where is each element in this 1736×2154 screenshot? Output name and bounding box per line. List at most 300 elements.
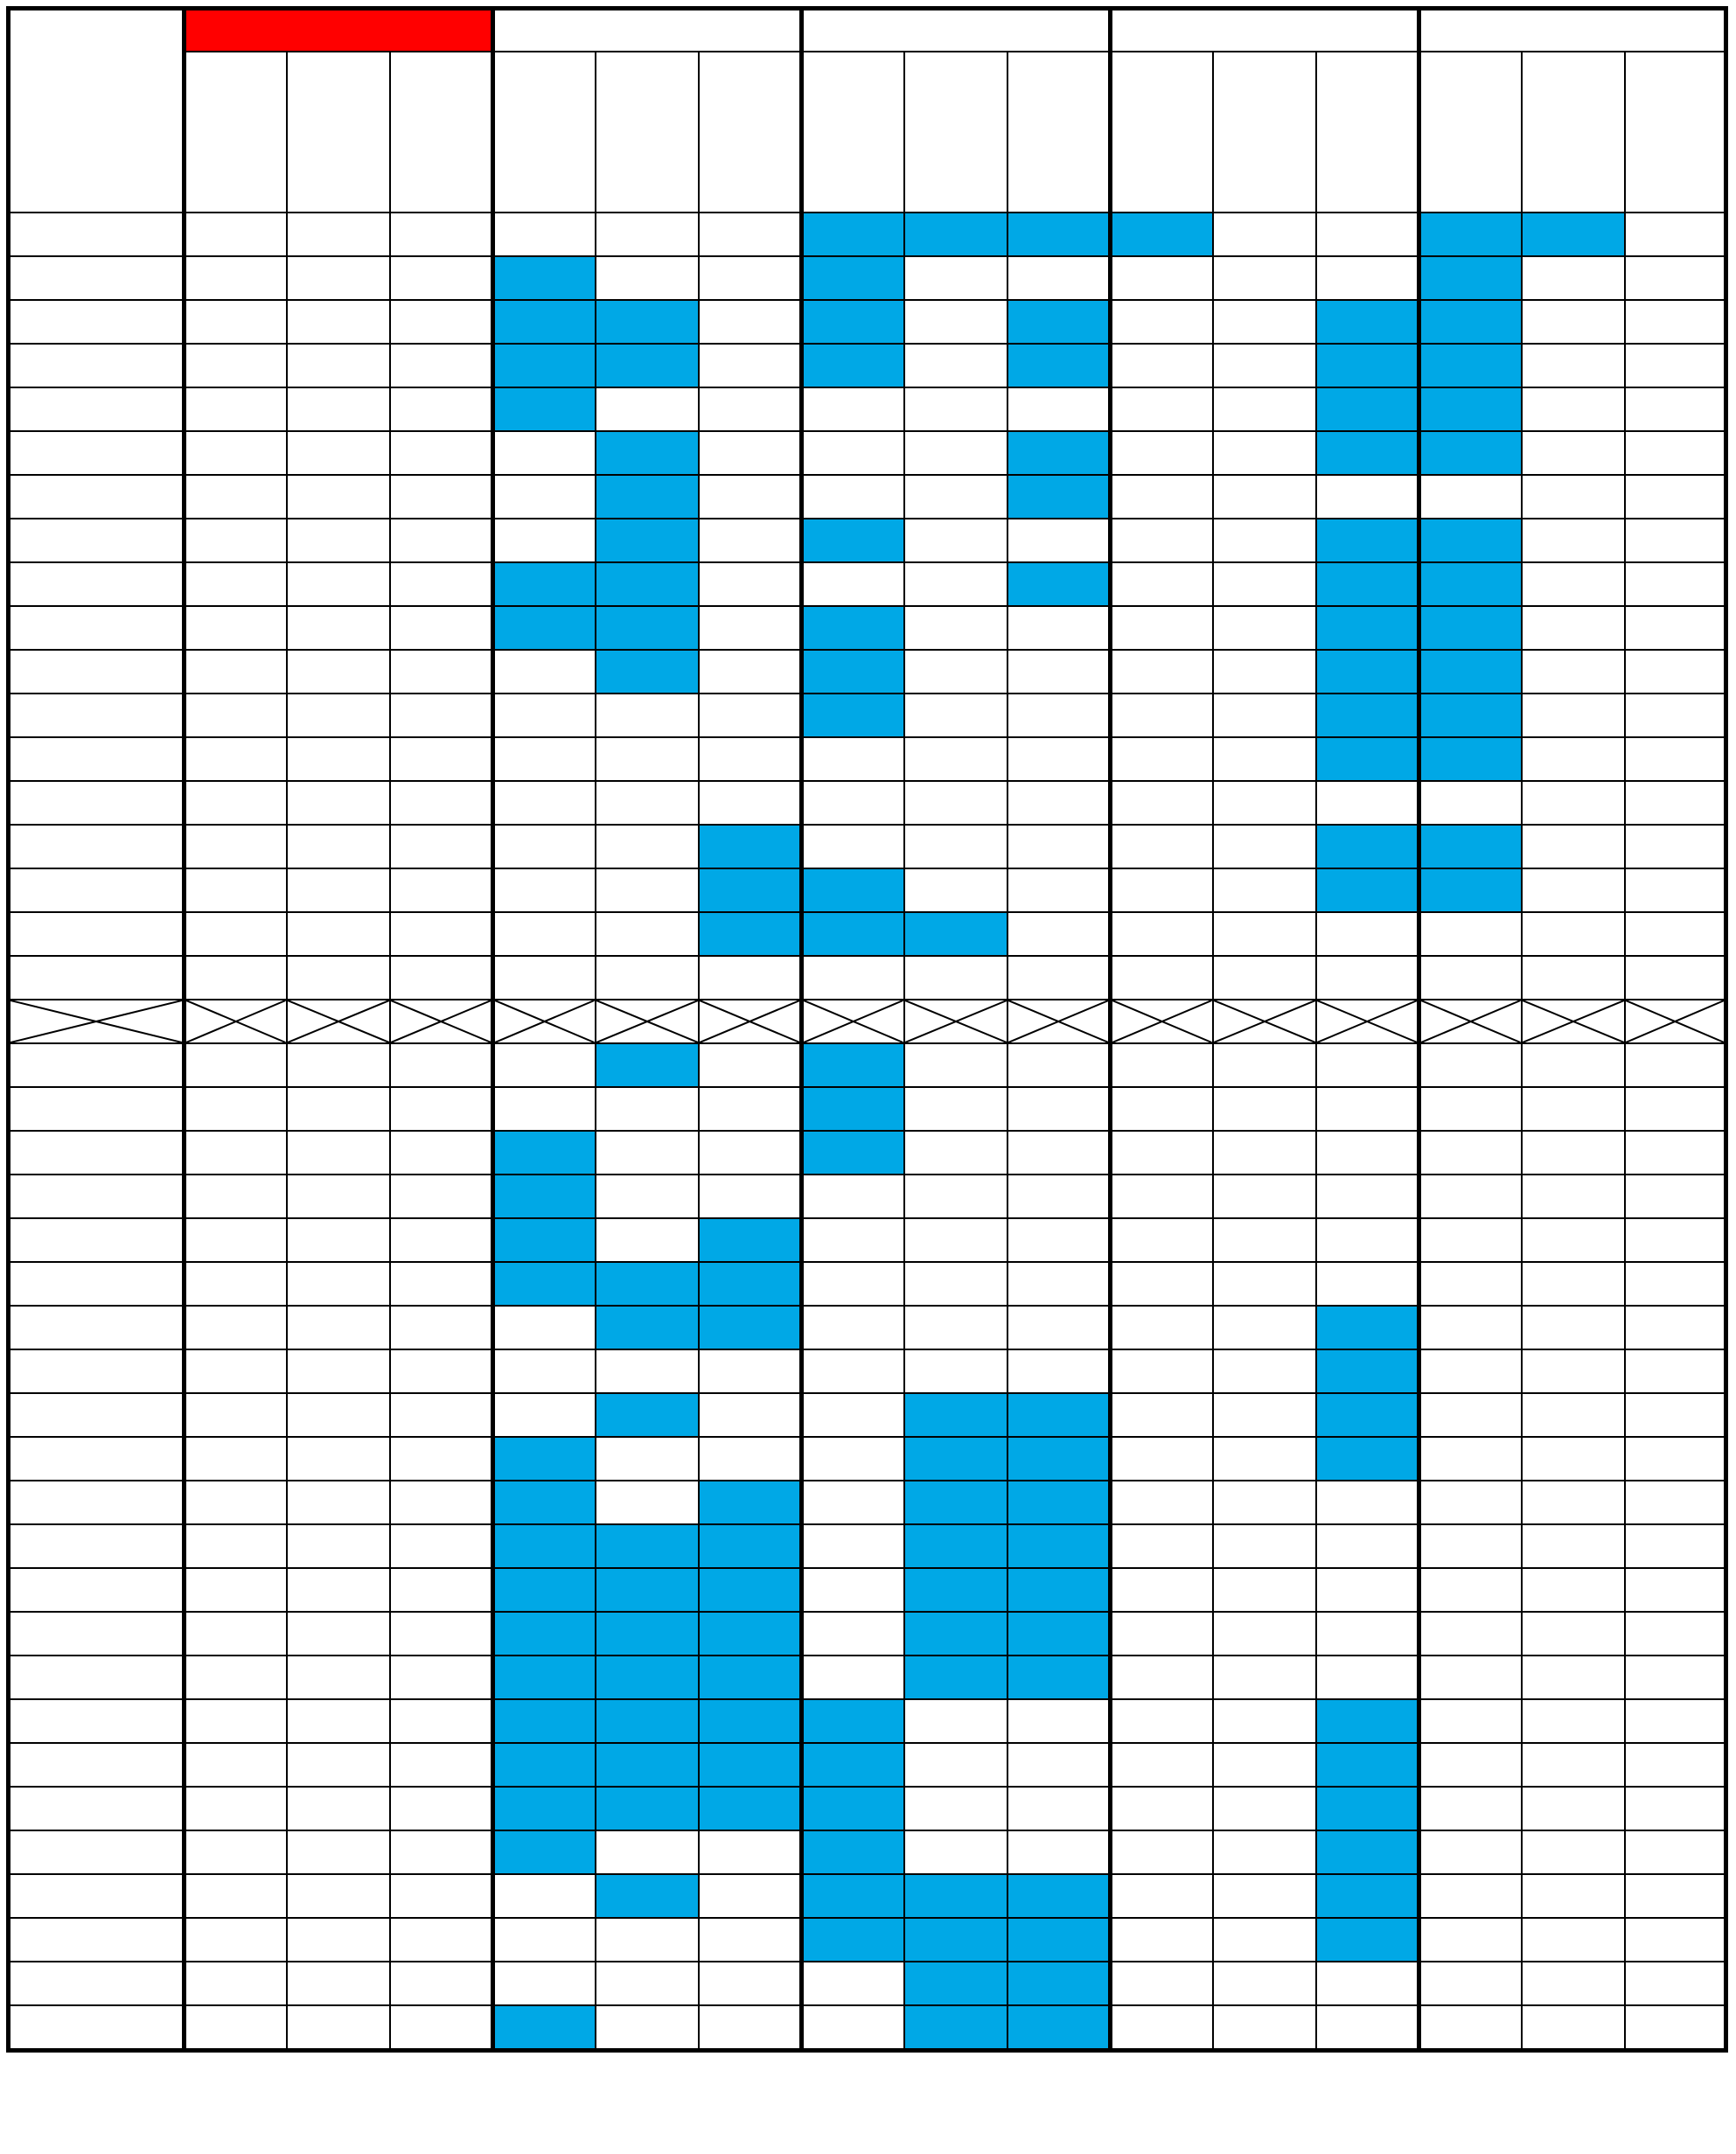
available-slot[interactable] xyxy=(802,475,904,519)
available-slot[interactable] xyxy=(1007,825,1111,868)
available-slot[interactable] xyxy=(1213,1349,1316,1393)
available-slot[interactable] xyxy=(596,956,699,1000)
available-slot[interactable] xyxy=(493,781,596,825)
available-slot[interactable] xyxy=(802,1262,904,1306)
available-slot[interactable] xyxy=(1213,956,1316,1000)
available-slot[interactable] xyxy=(596,387,699,431)
available-slot[interactable] xyxy=(1625,562,1726,606)
available-slot[interactable] xyxy=(1111,1437,1213,1481)
available-slot[interactable] xyxy=(1522,1043,1625,1087)
available-slot[interactable] xyxy=(904,562,1007,606)
available-slot[interactable] xyxy=(1625,1830,1726,1874)
available-slot[interactable] xyxy=(1213,1437,1316,1481)
available-slot[interactable] xyxy=(1213,1918,1316,1962)
available-slot[interactable] xyxy=(1213,1699,1316,1743)
available-slot[interactable] xyxy=(1522,868,1625,912)
available-slot[interactable] xyxy=(1111,1306,1213,1349)
available-slot[interactable] xyxy=(1111,1612,1213,1656)
available-slot[interactable] xyxy=(1213,344,1316,387)
available-slot[interactable] xyxy=(1111,1656,1213,1699)
available-slot[interactable] xyxy=(1625,1699,1726,1743)
available-slot[interactable] xyxy=(1007,912,1111,956)
available-slot[interactable] xyxy=(904,387,1007,431)
available-slot[interactable] xyxy=(493,519,596,562)
available-slot[interactable] xyxy=(596,781,699,825)
available-slot[interactable] xyxy=(1316,1524,1419,1568)
available-slot[interactable] xyxy=(1213,1175,1316,1218)
available-slot[interactable] xyxy=(1522,475,1625,519)
available-slot[interactable] xyxy=(802,1612,904,1656)
available-slot[interactable] xyxy=(1213,1524,1316,1568)
available-slot[interactable] xyxy=(1007,1262,1111,1306)
available-slot[interactable] xyxy=(802,1393,904,1437)
available-slot[interactable] xyxy=(1522,300,1625,344)
available-slot[interactable] xyxy=(1522,344,1625,387)
available-slot[interactable] xyxy=(1625,256,1726,300)
available-slot[interactable] xyxy=(802,956,904,1000)
available-slot[interactable] xyxy=(699,256,802,300)
available-slot[interactable] xyxy=(904,1830,1007,1874)
available-slot[interactable] xyxy=(1213,650,1316,694)
available-slot[interactable] xyxy=(802,1481,904,1524)
available-slot[interactable] xyxy=(1316,1612,1419,1656)
available-slot[interactable] xyxy=(596,213,699,256)
available-slot[interactable] xyxy=(1522,1612,1625,1656)
available-slot[interactable] xyxy=(1625,825,1726,868)
available-slot[interactable] xyxy=(1522,694,1625,737)
available-slot[interactable] xyxy=(1007,256,1111,300)
available-slot[interactable] xyxy=(1316,1131,1419,1175)
available-slot[interactable] xyxy=(802,1175,904,1218)
available-slot[interactable] xyxy=(1213,1306,1316,1349)
available-slot[interactable] xyxy=(1522,1743,1625,1787)
available-slot[interactable] xyxy=(1213,781,1316,825)
available-slot[interactable] xyxy=(904,737,1007,781)
available-slot[interactable] xyxy=(1625,781,1726,825)
available-slot[interactable] xyxy=(493,475,596,519)
available-slot[interactable] xyxy=(1522,1481,1625,1524)
available-slot[interactable] xyxy=(1625,1962,1726,2005)
available-slot[interactable] xyxy=(1419,1393,1522,1437)
available-slot[interactable] xyxy=(904,1787,1007,1830)
available-slot[interactable] xyxy=(1625,1918,1726,1962)
available-slot[interactable] xyxy=(904,650,1007,694)
available-slot[interactable] xyxy=(596,1481,699,1524)
available-slot[interactable] xyxy=(1625,1874,1726,1918)
available-slot[interactable] xyxy=(1213,519,1316,562)
available-slot[interactable] xyxy=(1522,1962,1625,2005)
available-slot[interactable] xyxy=(1419,1918,1522,1962)
available-slot[interactable] xyxy=(802,1656,904,1699)
available-slot[interactable] xyxy=(1625,1524,1726,1568)
available-slot[interactable] xyxy=(699,213,802,256)
available-slot[interactable] xyxy=(1625,431,1726,475)
available-slot[interactable] xyxy=(1213,868,1316,912)
available-slot[interactable] xyxy=(1316,956,1419,1000)
available-slot[interactable] xyxy=(596,825,699,868)
available-slot[interactable] xyxy=(802,387,904,431)
available-slot[interactable] xyxy=(1522,1524,1625,1568)
available-slot[interactable] xyxy=(493,1087,596,1131)
available-slot[interactable] xyxy=(1316,781,1419,825)
available-slot[interactable] xyxy=(1213,256,1316,300)
available-slot[interactable] xyxy=(1111,1218,1213,1262)
available-slot[interactable] xyxy=(904,868,1007,912)
available-slot[interactable] xyxy=(493,956,596,1000)
available-slot[interactable] xyxy=(1625,1787,1726,1830)
available-slot[interactable] xyxy=(1111,1175,1213,1218)
available-slot[interactable] xyxy=(493,1874,596,1918)
available-slot[interactable] xyxy=(1213,431,1316,475)
available-slot[interactable] xyxy=(1419,475,1522,519)
available-slot[interactable] xyxy=(904,781,1007,825)
available-slot[interactable] xyxy=(1111,1743,1213,1787)
available-slot[interactable] xyxy=(1213,1874,1316,1918)
available-slot[interactable] xyxy=(699,737,802,781)
available-slot[interactable] xyxy=(1111,256,1213,300)
available-slot[interactable] xyxy=(1522,431,1625,475)
available-slot[interactable] xyxy=(493,1306,596,1349)
available-slot[interactable] xyxy=(699,1349,802,1393)
available-slot[interactable] xyxy=(699,1437,802,1481)
available-slot[interactable] xyxy=(904,1349,1007,1393)
available-slot[interactable] xyxy=(802,1349,904,1393)
available-slot[interactable] xyxy=(699,1131,802,1175)
available-slot[interactable] xyxy=(1111,1787,1213,1830)
available-slot[interactable] xyxy=(1316,1175,1419,1218)
available-slot[interactable] xyxy=(1522,1830,1625,1874)
available-slot[interactable] xyxy=(1111,387,1213,431)
available-slot[interactable] xyxy=(1111,1131,1213,1175)
available-slot[interactable] xyxy=(1111,781,1213,825)
available-slot[interactable] xyxy=(699,1918,802,1962)
available-slot[interactable] xyxy=(1007,1743,1111,1787)
available-slot[interactable] xyxy=(1419,1830,1522,1874)
available-slot[interactable] xyxy=(1007,1830,1111,1874)
available-slot[interactable] xyxy=(904,606,1007,650)
available-slot[interactable] xyxy=(1111,1918,1213,1962)
available-slot[interactable] xyxy=(1625,1612,1726,1656)
available-slot[interactable] xyxy=(1213,1612,1316,1656)
available-slot[interactable] xyxy=(699,300,802,344)
available-slot[interactable] xyxy=(802,1437,904,1481)
available-slot[interactable] xyxy=(1007,694,1111,737)
available-slot[interactable] xyxy=(802,781,904,825)
available-slot[interactable] xyxy=(1111,1043,1213,1087)
available-slot[interactable] xyxy=(493,737,596,781)
available-slot[interactable] xyxy=(1625,606,1726,650)
available-slot[interactable] xyxy=(699,781,802,825)
available-slot[interactable] xyxy=(596,2005,699,2051)
available-slot[interactable] xyxy=(904,1743,1007,1787)
available-slot[interactable] xyxy=(1625,1656,1726,1699)
available-slot[interactable] xyxy=(1007,1349,1111,1393)
available-slot[interactable] xyxy=(802,1524,904,1568)
available-slot[interactable] xyxy=(596,694,699,737)
available-slot[interactable] xyxy=(699,387,802,431)
available-slot[interactable] xyxy=(1522,1131,1625,1175)
available-slot[interactable] xyxy=(596,1175,699,1218)
available-slot[interactable] xyxy=(1522,1699,1625,1743)
available-slot[interactable] xyxy=(1419,1612,1522,1656)
available-slot[interactable] xyxy=(1419,1218,1522,1262)
available-slot[interactable] xyxy=(1111,1830,1213,1874)
available-slot[interactable] xyxy=(1419,1131,1522,1175)
available-slot[interactable] xyxy=(1111,300,1213,344)
available-slot[interactable] xyxy=(1522,650,1625,694)
available-slot[interactable] xyxy=(1316,213,1419,256)
available-slot[interactable] xyxy=(1625,912,1726,956)
available-slot[interactable] xyxy=(1007,1787,1111,1830)
available-slot[interactable] xyxy=(699,1874,802,1918)
available-slot[interactable] xyxy=(493,694,596,737)
available-slot[interactable] xyxy=(1007,1699,1111,1743)
available-slot[interactable] xyxy=(1625,1349,1726,1393)
available-slot[interactable] xyxy=(904,1131,1007,1175)
available-slot[interactable] xyxy=(1625,1568,1726,1612)
available-slot[interactable] xyxy=(1213,825,1316,868)
available-slot[interactable] xyxy=(596,256,699,300)
available-slot[interactable] xyxy=(1625,1087,1726,1131)
available-slot[interactable] xyxy=(1111,519,1213,562)
available-slot[interactable] xyxy=(1213,1262,1316,1306)
available-slot[interactable] xyxy=(1111,650,1213,694)
available-slot[interactable] xyxy=(493,431,596,475)
available-slot[interactable] xyxy=(596,737,699,781)
available-slot[interactable] xyxy=(1625,344,1726,387)
available-slot[interactable] xyxy=(1111,1524,1213,1568)
available-slot[interactable] xyxy=(1316,1481,1419,1524)
available-slot[interactable] xyxy=(493,650,596,694)
available-slot[interactable] xyxy=(1111,344,1213,387)
available-slot[interactable] xyxy=(699,694,802,737)
available-slot[interactable] xyxy=(1316,475,1419,519)
available-slot[interactable] xyxy=(802,431,904,475)
available-slot[interactable] xyxy=(1419,1656,1522,1699)
available-slot[interactable] xyxy=(596,1131,699,1175)
available-slot[interactable] xyxy=(1111,1874,1213,1918)
available-slot[interactable] xyxy=(904,1087,1007,1131)
available-slot[interactable] xyxy=(1419,1349,1522,1393)
available-slot[interactable] xyxy=(596,1349,699,1393)
available-slot[interactable] xyxy=(1213,2005,1316,2051)
available-slot[interactable] xyxy=(699,431,802,475)
available-slot[interactable] xyxy=(699,1087,802,1131)
available-slot[interactable] xyxy=(699,1043,802,1087)
available-slot[interactable] xyxy=(596,1830,699,1874)
available-slot[interactable] xyxy=(1419,2005,1522,2051)
available-slot[interactable] xyxy=(1213,737,1316,781)
available-slot[interactable] xyxy=(1111,1481,1213,1524)
available-slot[interactable] xyxy=(1213,562,1316,606)
available-slot[interactable] xyxy=(1316,912,1419,956)
available-slot[interactable] xyxy=(1419,1437,1522,1481)
available-slot[interactable] xyxy=(802,737,904,781)
available-slot[interactable] xyxy=(1316,1087,1419,1131)
available-slot[interactable] xyxy=(493,912,596,956)
available-slot[interactable] xyxy=(1213,912,1316,956)
available-slot[interactable] xyxy=(802,825,904,868)
available-slot[interactable] xyxy=(904,1306,1007,1349)
available-slot[interactable] xyxy=(1419,956,1522,1000)
available-slot[interactable] xyxy=(1419,1962,1522,2005)
available-slot[interactable] xyxy=(1625,300,1726,344)
available-slot[interactable] xyxy=(1316,1043,1419,1087)
available-slot[interactable] xyxy=(1625,1262,1726,1306)
available-slot[interactable] xyxy=(1625,213,1726,256)
available-slot[interactable] xyxy=(904,519,1007,562)
available-slot[interactable] xyxy=(1007,387,1111,431)
available-slot[interactable] xyxy=(1111,1962,1213,2005)
available-slot[interactable] xyxy=(1007,606,1111,650)
available-slot[interactable] xyxy=(1522,562,1625,606)
available-slot[interactable] xyxy=(1522,1874,1625,1918)
available-slot[interactable] xyxy=(1522,2005,1625,2051)
available-slot[interactable] xyxy=(1111,1699,1213,1743)
available-slot[interactable] xyxy=(1522,1393,1625,1437)
available-slot[interactable] xyxy=(1213,1043,1316,1087)
available-slot[interactable] xyxy=(904,1175,1007,1218)
available-slot[interactable] xyxy=(1213,1743,1316,1787)
available-slot[interactable] xyxy=(1007,737,1111,781)
available-slot[interactable] xyxy=(1522,256,1625,300)
available-slot[interactable] xyxy=(1419,1175,1522,1218)
available-slot[interactable] xyxy=(1213,1218,1316,1262)
available-slot[interactable] xyxy=(596,1962,699,2005)
available-slot[interactable] xyxy=(1007,1087,1111,1131)
available-slot[interactable] xyxy=(699,344,802,387)
available-slot[interactable] xyxy=(1625,650,1726,694)
available-slot[interactable] xyxy=(1522,1175,1625,1218)
available-slot[interactable] xyxy=(1625,868,1726,912)
available-slot[interactable] xyxy=(1213,1830,1316,1874)
available-slot[interactable] xyxy=(1111,562,1213,606)
available-slot[interactable] xyxy=(1419,1306,1522,1349)
available-slot[interactable] xyxy=(699,562,802,606)
available-slot[interactable] xyxy=(1522,606,1625,650)
available-slot[interactable] xyxy=(1419,1524,1522,1568)
available-slot[interactable] xyxy=(699,956,802,1000)
available-slot[interactable] xyxy=(1213,300,1316,344)
available-slot[interactable] xyxy=(904,475,1007,519)
available-slot[interactable] xyxy=(1213,475,1316,519)
available-slot[interactable] xyxy=(1625,1306,1726,1349)
available-slot[interactable] xyxy=(1213,1568,1316,1612)
available-slot[interactable] xyxy=(1111,1393,1213,1437)
available-slot[interactable] xyxy=(596,868,699,912)
available-slot[interactable] xyxy=(699,1393,802,1437)
available-slot[interactable] xyxy=(1316,1218,1419,1262)
available-slot[interactable] xyxy=(1625,737,1726,781)
available-slot[interactable] xyxy=(493,1918,596,1962)
available-slot[interactable] xyxy=(1625,694,1726,737)
available-slot[interactable] xyxy=(1007,956,1111,1000)
available-slot[interactable] xyxy=(1522,1306,1625,1349)
available-slot[interactable] xyxy=(596,1437,699,1481)
available-slot[interactable] xyxy=(1007,1306,1111,1349)
available-slot[interactable] xyxy=(1522,1568,1625,1612)
available-slot[interactable] xyxy=(596,912,699,956)
available-slot[interactable] xyxy=(1419,1874,1522,1918)
available-slot[interactable] xyxy=(1419,1087,1522,1131)
available-slot[interactable] xyxy=(1007,1175,1111,1218)
available-slot[interactable] xyxy=(1522,387,1625,431)
available-slot[interactable] xyxy=(904,956,1007,1000)
available-slot[interactable] xyxy=(1419,1787,1522,1830)
available-slot[interactable] xyxy=(1213,606,1316,650)
available-slot[interactable] xyxy=(1625,956,1726,1000)
available-slot[interactable] xyxy=(1213,1131,1316,1175)
available-slot[interactable] xyxy=(904,694,1007,737)
available-slot[interactable] xyxy=(1007,1131,1111,1175)
available-slot[interactable] xyxy=(1111,825,1213,868)
available-slot[interactable] xyxy=(1316,1656,1419,1699)
available-slot[interactable] xyxy=(1213,694,1316,737)
available-slot[interactable] xyxy=(1111,475,1213,519)
available-slot[interactable] xyxy=(1111,606,1213,650)
available-slot[interactable] xyxy=(1625,475,1726,519)
available-slot[interactable] xyxy=(1111,2005,1213,2051)
available-slot[interactable] xyxy=(1316,1262,1419,1306)
available-slot[interactable] xyxy=(1111,694,1213,737)
available-slot[interactable] xyxy=(904,344,1007,387)
available-slot[interactable] xyxy=(802,2005,904,2051)
available-slot[interactable] xyxy=(1111,1349,1213,1393)
available-slot[interactable] xyxy=(802,1306,904,1349)
available-slot[interactable] xyxy=(699,519,802,562)
available-slot[interactable] xyxy=(1625,1437,1726,1481)
available-slot[interactable] xyxy=(1111,737,1213,781)
available-slot[interactable] xyxy=(1522,1656,1625,1699)
available-slot[interactable] xyxy=(1522,519,1625,562)
available-slot[interactable] xyxy=(1213,1393,1316,1437)
available-slot[interactable] xyxy=(1522,1437,1625,1481)
available-slot[interactable] xyxy=(1213,1481,1316,1524)
available-slot[interactable] xyxy=(1522,1262,1625,1306)
available-slot[interactable] xyxy=(1522,1787,1625,1830)
available-slot[interactable] xyxy=(1522,825,1625,868)
available-slot[interactable] xyxy=(1625,1481,1726,1524)
available-slot[interactable] xyxy=(904,256,1007,300)
available-slot[interactable] xyxy=(1213,213,1316,256)
available-slot[interactable] xyxy=(1522,1087,1625,1131)
available-slot[interactable] xyxy=(1625,1175,1726,1218)
available-slot[interactable] xyxy=(1419,1699,1522,1743)
available-slot[interactable] xyxy=(699,475,802,519)
available-slot[interactable] xyxy=(699,606,802,650)
available-slot[interactable] xyxy=(1522,912,1625,956)
available-slot[interactable] xyxy=(1419,1043,1522,1087)
available-slot[interactable] xyxy=(1625,2005,1726,2051)
available-slot[interactable] xyxy=(596,1087,699,1131)
available-slot[interactable] xyxy=(904,431,1007,475)
available-slot[interactable] xyxy=(493,1043,596,1087)
available-slot[interactable] xyxy=(1625,1043,1726,1087)
available-slot[interactable] xyxy=(1419,1743,1522,1787)
available-slot[interactable] xyxy=(1419,1481,1522,1524)
available-slot[interactable] xyxy=(1522,1918,1625,1962)
available-slot[interactable] xyxy=(1111,431,1213,475)
available-slot[interactable] xyxy=(1316,256,1419,300)
available-slot[interactable] xyxy=(493,1393,596,1437)
available-slot[interactable] xyxy=(1522,956,1625,1000)
available-slot[interactable] xyxy=(802,1218,904,1262)
available-slot[interactable] xyxy=(1111,1087,1213,1131)
available-slot[interactable] xyxy=(904,1218,1007,1262)
available-slot[interactable] xyxy=(1522,781,1625,825)
available-slot[interactable] xyxy=(596,1918,699,1962)
available-slot[interactable] xyxy=(1007,519,1111,562)
